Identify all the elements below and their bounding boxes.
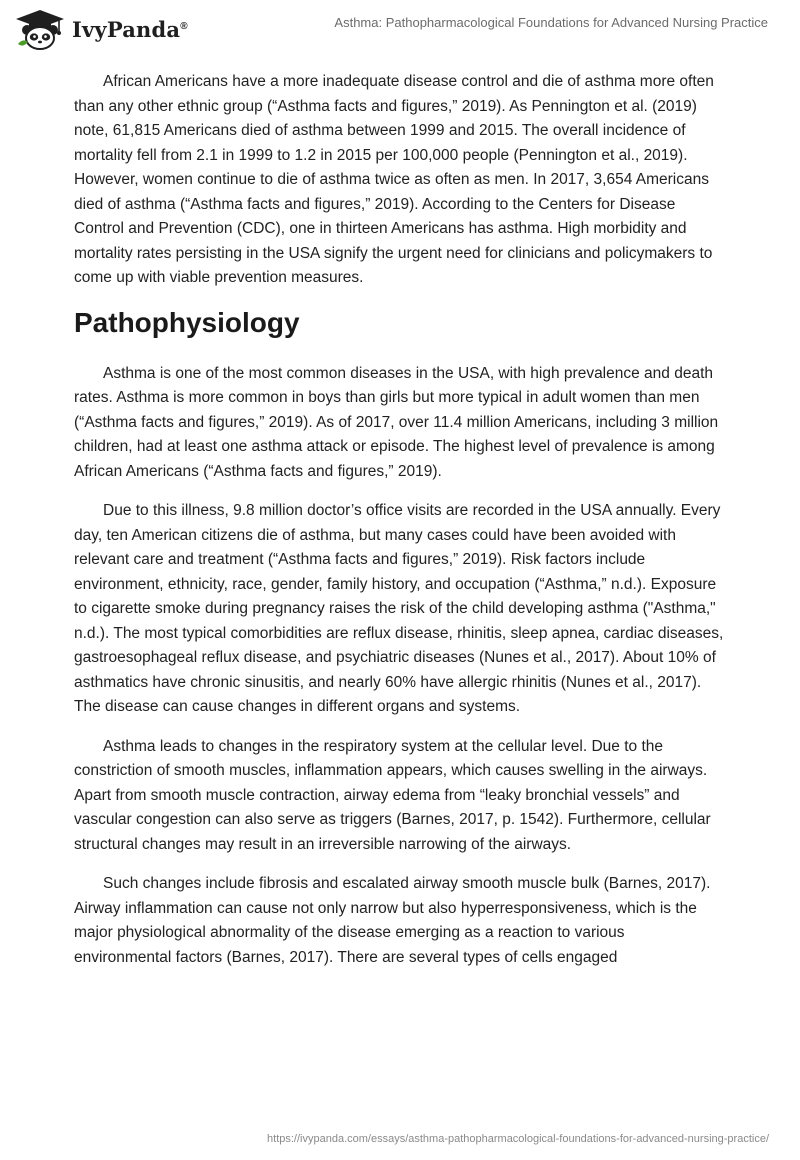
- document-title: Asthma: Pathopharmacological Foundations for Advanced Nursing Practice: [334, 15, 768, 30]
- ivypanda-logo[interactable]: [14, 8, 188, 50]
- paragraph: Asthma is one of the most common diseases in the USA, with high prevalence and death rates. Asthma is more common in boys than girls but more typical in adult women than men (“Asthma facts and figures,” 2019). As of 2017, over 11.4 million Americans, including 3 million children, had at least one asthma attack or episode. The highest level of prevalence is among African Americans (“Asthma facts and figures,” 2019).: [74, 364, 719, 480]
- page-header: [0, 0, 800, 56]
- paragraph: Due to this illness, 9.8 million doctor’s office visits are recorded in the USA annually. Every day, ten American citizens die of asthma, but many cases could have been avoided with relevant care and treatment (“Asthma facts and figures,” 2019). Risk factors include environment, ethnicity, race, gender, family history, and occupation (“Asthma,” n.d.). Exposure to cigarette smoke during pregnancy raises the risk of the child developing asthma ("Asthma," n.d.). The most typical comorbidities are reflux disease, rhinitis, sleep apnea, cardiac diseases, gastroesophageal reflux disease, and psychiatric diseases (Nunes et al., 2017). About 10% of asthmatics have chronic sinusitis, and nearly 60% have allergic rhinitis (Nunes et al., 2017). The disease can cause changes in different organs and systems.: [74, 502, 724, 715]
- paragraph: African Americans have a more inadequate disease control and die of asthma more often than any other ethnic group (“Asthma facts and figures,” 2019). As Pennington et al. (2019) note, 61,815 Americans died of asthma between 1999 and 2015. The overall incidence of mortality fell from 2.1 in 1999 to 1.2 in 2015 per 100,000 people (Pennington et al., 2019). However, women continue to die of asthma twice as often as men. In 2017, 3,654 Americans died of asthma (“Asthma facts and figures,” 2019). According to the Centers for Disease Control and Prevention (CDC), one in thirteen Americans has asthma. High morbidity and mortality rates persisting in the USA signify the urgent need for clinicians and policymakers to come up with viable prevention measures.: [74, 73, 714, 286]
- essay-content: [74, 70, 724, 985]
- panda-graduate-icon: [14, 8, 66, 50]
- brand-name: IvyPanda®: [72, 16, 188, 42]
- paragraph: Asthma leads to changes in the respiratory system at the cellular level. Due to the constriction of smooth muscles, inflammation appears, which causes swelling in the airways. Apart from smooth muscle contraction, airway edema from “leaky bronchial vessels” and vascular congestion can also serve as triggers (Barnes, 2017, p. 1542). Furthermore, cellular structural changes may result in an irreversible narrowing of the airways.: [74, 737, 711, 853]
- section-heading: Pathophysiology: [74, 306, 300, 338]
- paragraph: Such changes include fibrosis and escalated airway smooth muscle bulk (Barnes, 2017). Airway inflammation can cause not only narrow but also hyperresponsiveness, which is the major physiological abnormality of the disease emerging as a reaction to various environmental factors (Barnes, 2017). There are several types of cells engaged: [74, 875, 711, 966]
- source-url[interactable]: https://ivypanda.com/essays/asthma-pathopharmacological-foundations-for-advanced-nursing-practice/: [267, 1133, 769, 1145]
